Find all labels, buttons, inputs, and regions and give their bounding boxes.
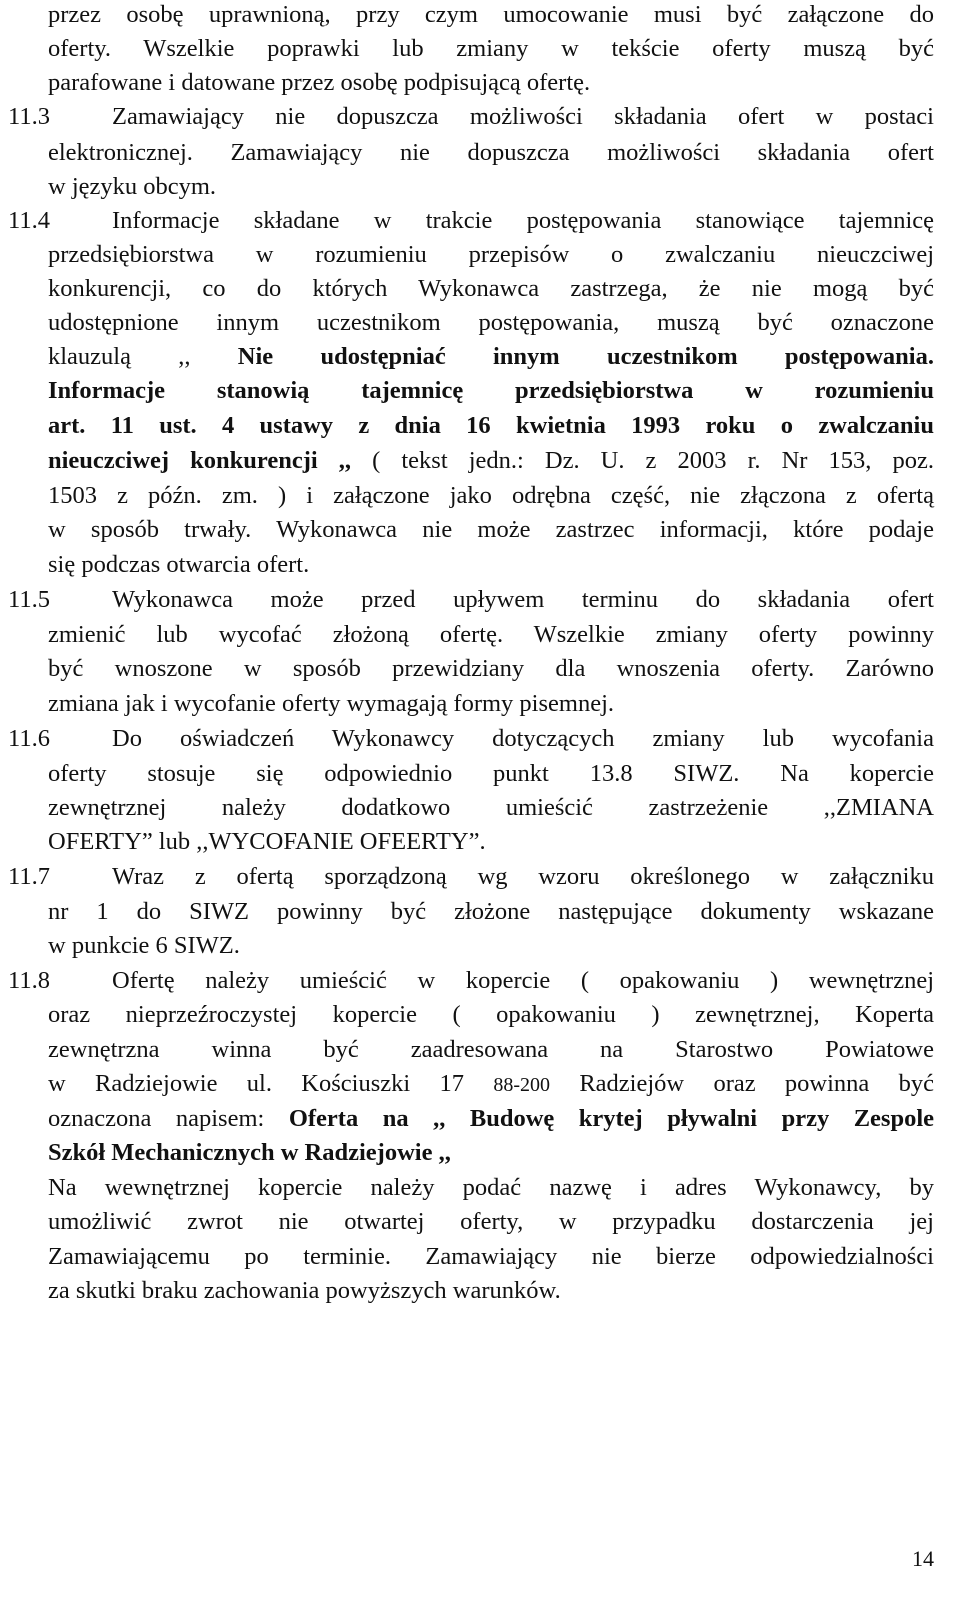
section-number: 11.8 [8,967,50,994]
text-line [48,308,934,338]
text-line [48,1173,934,1203]
text-line [48,620,934,650]
text-line [48,793,934,823]
text-segment: oferty stosuje się odpowiednio punkt 13.8 SIWZ. Na kopercie [48,760,934,787]
bold-text: Informacje stanowią tajemnicę przedsiębiorstwa w rozumieniu [48,377,934,404]
text-segment: przez osobę uprawnioną, przy czym umocowanie musi być załączone do [48,1,934,28]
text-line [48,342,934,372]
text-line [8,585,934,615]
bold-text: Nie udostępniać innym uczestnikom postępowania. [237,343,934,370]
text-segment: konkurencji, co do których Wykonawca zastrzega, że nie mogą być [48,275,934,302]
text-segment: klauzulą ,, [48,343,238,370]
text-line [48,827,934,857]
text-line [48,1104,934,1134]
bold-text: nieuczciwej konkurencji ,, [48,447,352,474]
text-line [48,1000,934,1030]
bold-text: Szkół Mechanicznych w Radziejowie ,, [48,1139,451,1166]
text-line [48,68,934,98]
text-line [8,966,934,996]
text-line [48,654,934,684]
text-line [48,240,934,270]
text-segment: Zamawiającemu po terminie. Zamawiający nie bierze odpowiedzialności [48,1243,934,1270]
text-segment: Wykonawca może przed upływem terminu do składania ofert [112,586,934,613]
text-segment: zmiana jak i wycofanie oferty wymagają formy pisemnej. [48,690,615,717]
text-segment: zewnętrznej należy dodatkowo umieścić zastrzeżenie ,,ZMIANA [48,794,934,821]
section-number: 11.5 [8,586,50,613]
text-line [48,274,934,304]
text-line [48,1069,934,1099]
text-line [48,376,934,406]
text-line [48,1035,934,1065]
text-segment: w punkcie 6 SIWZ. [48,932,240,959]
text-segment: Radziejów oraz powinna być [550,1070,934,1097]
section-number: 11.4 [8,207,50,234]
text-line [8,206,934,236]
text-segment: zmienić lub wycofać złożoną ofertę. Wszelkie zmiany oferty powinny [48,621,934,648]
text-segment: 1503 z późn. zm. ) i załączone jako odrębna część, nie złączona z ofertą [48,482,934,509]
section-number: 11.6 [8,725,50,752]
text-line [8,862,934,892]
section-number: 11.7 [8,863,50,890]
text-segment: 88-200 [493,1074,551,1096]
text-line [48,1276,934,1306]
text-segment: oferty. Wszelkie poprawki lub zmiany w tekście oferty muszą być [48,35,934,62]
text-line [48,138,934,168]
text-segment: nr 1 do SIWZ powinny być złożone następujące dokumenty wskazane [48,898,934,925]
text-line [48,411,934,441]
text-line [48,1207,934,1237]
text-segment: w języku obcym. [48,173,217,200]
text-segment: oraz nieprzeźroczystej kopercie ( opakowaniu ) zewnętrznej, Koperta [48,1001,934,1028]
text-segment: Ofertę należy umieścić w kopercie ( opakowaniu ) wewnętrznej [112,967,934,994]
page-number: 14 [912,1546,934,1571]
text-segment: Na wewnętrznej kopercie należy podać nazwę i adres Wykonawcy, by [48,1174,934,1201]
text-segment: OFERTY” lub ,,WYCOFANIE OFEERTY”. [48,828,486,855]
bold-text: art. 11 ust. 4 ustawy z dnia 16 kwietnia 1993 roku o zwalczaniu [48,412,934,439]
text-segment: za skutki braku zachowania powyższych warunków. [48,1277,561,1304]
text-segment: Informacje składane w trakcie postępowania stanowiące tajemnicę [112,207,934,234]
text-segment: zewnętrzna winna być zaadresowana na Starostwo Powiatowe [48,1036,934,1063]
section-number: 11.3 [8,103,50,130]
text-line [48,759,934,789]
text-line [8,102,934,132]
text-line [48,689,934,719]
text-segment: oznaczona napisem: [48,1105,289,1132]
text-segment: być wnoszone w sposób przewidziany dla wnoszenia oferty. Zarówno [48,655,934,682]
text-line [48,550,934,580]
text-line [48,515,934,545]
text-line [48,0,934,30]
text-segment: w sposób trwały. Wykonawca nie może zastrzec informacji, które podaje [48,516,934,543]
text-segment: Wraz z ofertą sporządzoną wg wzoru określonego w załączniku [112,863,934,890]
text-line [48,1242,934,1272]
text-segment: Do oświadczeń Wykonawcy dotyczących zmiany lub wycofania [112,725,934,752]
text-line [48,481,934,511]
text-segment: parafowane i datowane przez osobę podpisującą ofertę. [48,69,591,96]
text-segment: ( tekst jedn.: Dz. U. z 2003 r. Nr 153, poz. [351,447,934,474]
text-segment: elektronicznej. Zamawiający nie dopuszcza możliwości składania ofert [48,139,934,166]
bold-text: Oferta na ,, Budowę krytej pływalni przy Zespole [288,1105,935,1132]
text-line [48,931,934,961]
text-line [8,724,934,754]
text-line [48,897,934,927]
text-segment: w Radziejowie ul. Kościuszki 17 [48,1070,494,1097]
text-line [48,446,934,476]
text-line [48,172,934,202]
text-segment: udostępnione innym uczestnikom postępowania, muszą być oznaczone [48,309,934,336]
text-segment: przedsiębiorstwa w rozumieniu przepisów o zwalczaniu nieuczciwej [48,241,934,268]
text-segment: Zamawiający nie dopuszcza możliwości składania ofert w postaci [112,103,934,130]
text-segment: się podczas otwarcia ofert. [48,551,310,578]
text-segment: umożliwić zwrot nie otwartej oferty, w przypadku dostarczenia jej [48,1208,934,1235]
text-line [48,34,934,64]
text-line [48,1138,934,1168]
